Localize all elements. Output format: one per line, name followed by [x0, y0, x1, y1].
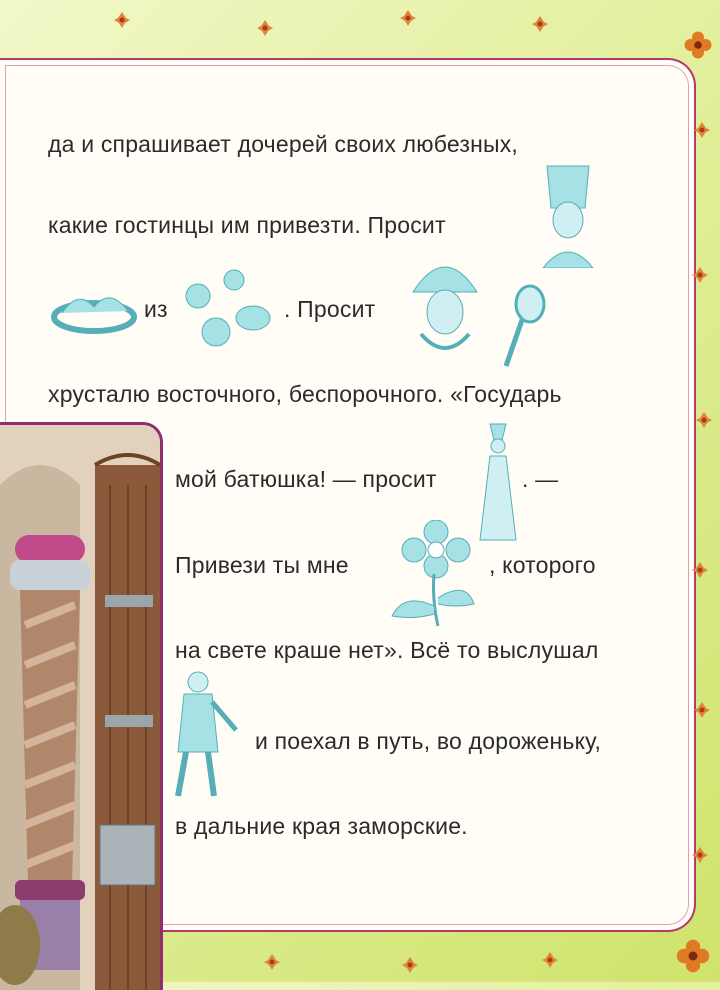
flower-border-icon	[692, 700, 712, 720]
flower-border-icon	[694, 410, 714, 430]
crown-icon	[48, 283, 140, 339]
flower-border-icon	[112, 10, 132, 30]
flower-border-icon	[690, 845, 710, 865]
flower-border-icon	[683, 30, 713, 60]
text-line-4: хрусталю восточного, беспорочного. «Государь	[48, 381, 562, 407]
daughter-headdress-icon	[405, 244, 485, 364]
flower-border-icon	[530, 14, 550, 34]
flower-border-icon	[540, 950, 560, 970]
palace-illustration	[0, 422, 163, 990]
gems-icon	[178, 266, 274, 356]
flower-border-icon	[690, 265, 710, 285]
text-line-3a: из	[144, 296, 168, 322]
flower-border-icon	[262, 952, 282, 972]
text-line-6b: , которого	[489, 552, 596, 578]
flower-border-icon	[690, 560, 710, 580]
text-line-1: да и спрашивает дочерей своих любезных,	[48, 131, 519, 157]
mirror-icon	[500, 284, 546, 370]
merchant-icon	[164, 668, 242, 800]
flower-border-icon	[400, 955, 420, 975]
text-line-7: на свете краше нет». Всё то выслушал	[175, 637, 599, 663]
scarlet-flower-icon	[386, 520, 484, 628]
text-line-3b: . Просит	[284, 296, 376, 322]
daughter-kokoshnik-icon	[533, 156, 603, 268]
text-line-5b: . —	[522, 466, 559, 492]
flower-border-icon	[692, 120, 712, 140]
text-line-6a: Привези ты мне	[175, 552, 349, 578]
text-line-2: какие гостинцы им привезти. Просит	[48, 212, 446, 238]
text-line-5a: мой батюшка! — просит	[175, 466, 437, 492]
text-line-8: и поехал в путь, во дороженьку,	[255, 728, 602, 754]
text-line-9: в дальние края заморские.	[175, 813, 468, 839]
flower-border-icon	[398, 8, 418, 28]
flower-border-icon	[675, 938, 711, 974]
flower-border-icon	[255, 18, 275, 38]
